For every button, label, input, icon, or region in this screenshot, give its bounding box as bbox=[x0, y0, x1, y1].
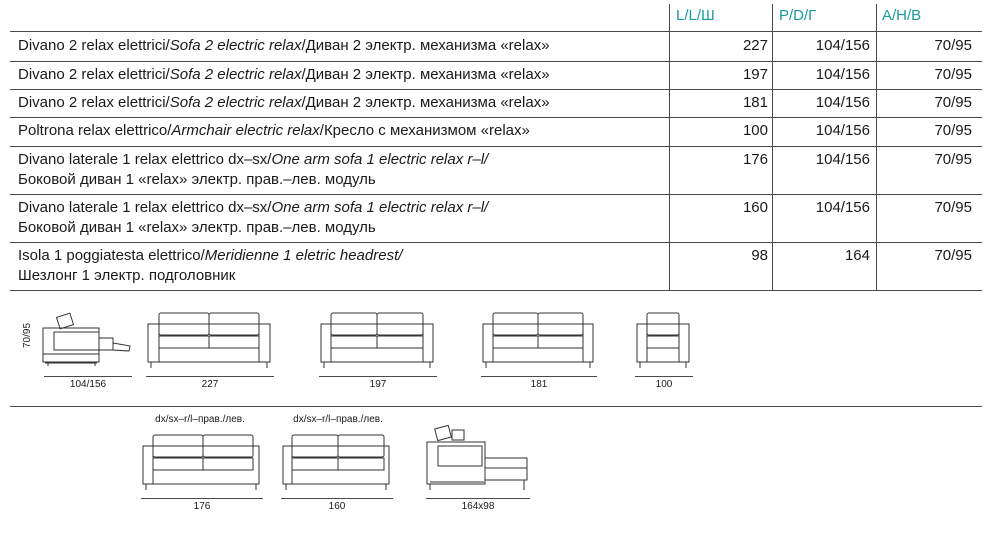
table-bottom-rule bbox=[10, 290, 982, 291]
row-divider bbox=[10, 242, 982, 243]
sofa-227-drawing bbox=[145, 310, 275, 372]
sofa-197-label: 197 bbox=[369, 379, 387, 390]
length-value: 181 bbox=[742, 94, 768, 111]
row-description: Divano laterale 1 relax elettrico dx–sx/One arm sofa 1 electric relax r–l/ Боковой диван 1 «relax» электр. прав.–лев. модуль bbox=[18, 199, 489, 236]
depth-value: 164 bbox=[844, 247, 870, 264]
depth-value: 104/156 bbox=[815, 122, 870, 139]
armchair-drawing bbox=[634, 310, 694, 372]
height-value: 70/95 bbox=[934, 199, 972, 216]
row-description: Poltrona relax elettrico/Armchair electric relax/Кресло с механизмом «relax» bbox=[18, 122, 530, 139]
row-description: Isola 1 poggiatesta elettrico/Meridienne 1 eletric headrest/ Шезлонг 1 электр. подголовник bbox=[18, 247, 403, 284]
one-arm-sofa-160-drawing bbox=[280, 432, 395, 494]
row-description: Divano 2 relax elettrici/Sofa 2 electric relax/Диван 2 электр. механизма «relax» bbox=[18, 37, 550, 54]
direction-label: dx/sx–r/l–прав./лев. bbox=[155, 414, 245, 425]
meridienne-drawing bbox=[424, 424, 532, 494]
length-value: 100 bbox=[742, 122, 768, 139]
depth-value: 104/156 bbox=[815, 66, 870, 83]
dimension-line bbox=[141, 498, 263, 499]
length-value: 197 bbox=[742, 66, 768, 83]
sofa-181-label: 181 bbox=[530, 379, 548, 390]
section-divider bbox=[10, 406, 982, 407]
dimension-line bbox=[146, 376, 274, 377]
side-height-label: 70/95 bbox=[22, 322, 33, 348]
row-divider bbox=[10, 61, 982, 62]
direction-label: dx/sx–r/l–прав./лев. bbox=[293, 414, 383, 425]
row-divider bbox=[10, 146, 982, 147]
side-depth-label: 104/156 bbox=[69, 379, 107, 390]
one-arm-sofa-176-drawing bbox=[140, 432, 265, 494]
length-value: 176 bbox=[742, 151, 768, 168]
height-value: 70/95 bbox=[934, 122, 972, 139]
row-divider bbox=[10, 89, 982, 90]
height-value: 70/95 bbox=[934, 94, 972, 111]
header-col-height: A/H/B bbox=[882, 7, 922, 24]
depth-value: 104/156 bbox=[815, 151, 870, 168]
depth-value: 104/156 bbox=[815, 94, 870, 111]
row-description: Divano 2 relax elettrici/Sofa 2 electric relax/Диван 2 электр. механизма «relax» bbox=[18, 94, 550, 111]
row-description: Divano laterale 1 relax elettrico dx–sx/One arm sofa 1 electric relax r–l/ Боковой диван 1 «relax» электр. прав.–лев. модуль bbox=[18, 151, 489, 188]
column-separator bbox=[669, 4, 670, 291]
row-divider bbox=[10, 117, 982, 118]
dimension-line bbox=[319, 376, 437, 377]
sofa-197-drawing bbox=[318, 310, 438, 372]
dimension-line bbox=[281, 498, 393, 499]
meridienne-label: 164x98 bbox=[461, 501, 495, 512]
row-divider bbox=[10, 194, 982, 195]
dimension-line bbox=[426, 498, 530, 499]
height-value: 70/95 bbox=[934, 151, 972, 168]
dimension-line bbox=[635, 376, 693, 377]
depth-value: 104/156 bbox=[815, 37, 870, 54]
side-view-drawing bbox=[40, 310, 140, 370]
one-arm-sofa-160-label: 160 bbox=[328, 501, 346, 512]
dimension-line bbox=[481, 376, 597, 377]
header-col-length: L/L/Ш bbox=[676, 7, 715, 24]
row-description: Divano 2 relax elettrici/Sofa 2 electric relax/Диван 2 электр. механизма «relax» bbox=[18, 66, 550, 83]
height-value: 70/95 bbox=[934, 37, 972, 54]
armchair-label: 100 bbox=[655, 379, 673, 390]
height-value: 70/95 bbox=[934, 247, 972, 264]
height-value: 70/95 bbox=[934, 66, 972, 83]
depth-value: 104/156 bbox=[815, 199, 870, 216]
length-value: 98 bbox=[751, 247, 768, 264]
dimension-line bbox=[44, 376, 132, 377]
header-col-depth: P/D/Г bbox=[779, 7, 817, 24]
sofa-227-label: 227 bbox=[201, 379, 219, 390]
table-top-rule bbox=[10, 31, 982, 32]
length-value: 227 bbox=[742, 37, 768, 54]
one-arm-sofa-176-label: 176 bbox=[193, 501, 211, 512]
sofa-181-drawing bbox=[480, 310, 598, 372]
length-value: 160 bbox=[742, 199, 768, 216]
